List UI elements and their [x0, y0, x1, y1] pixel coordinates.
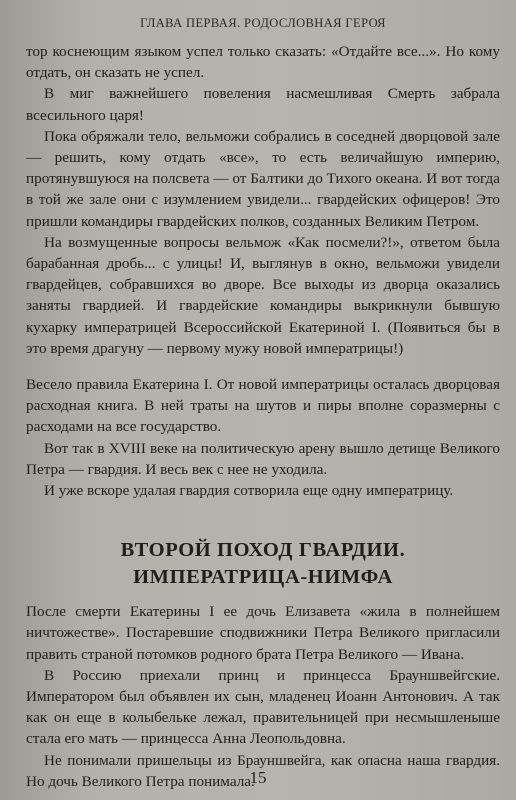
section-heading-line: ВТОРОЙ ПОХОД ГВАРДИИ. — [120, 539, 406, 562]
paragraph: Пока обряжали тело, вельможи собрались в соседней дворцовой зале — решить, кому отдать «все», то есть величайшую империю, протянувшуюся на полсвета — от Балтики до Тихого океана. И вот тогда в той же зале они с изумлением увидели... гвардейских офицеров! Это пришли командиры гвардейских полков, созданных Великим Петром. — [26, 127, 500, 230]
paragraph: Не понимали пришельцы из Брауншвейга, как опасна наша гвардия. Но дочь Великого Петра понимала. — [26, 751, 500, 790]
paragraph: В Россию приехали принц и принцесса Брауншвейгские. Императором был объявлен их сын, младенец Иоанн Антонович. А так как он еще в колыбельке лежал, правительницей при несмышленыше стала его мать — принцесса Анна Леопольдовна. — [26, 666, 500, 748]
section-heading — [26, 537, 500, 591]
paragraph: На возмущенные вопросы вельмож «Как посмели?!», ответом была барабанная дробь... с улицы! И, выглянув в окно, вельможи увидели гвардейцев, собравшихся во дворе. Все выходы из дворца оказались заняты гвардией. И гвардейские командиры выкрикнули бывшую кухарку императрицей Всероссийской Екатериной I. (Появиться бы в это время драгуну — первому мужу новой императрицы!) — [26, 233, 500, 357]
paragraph: В миг важнейшего повеления насмешливая Смерть забрала всесильного царя! — [26, 85, 500, 124]
running-head: ГЛАВА ПЕРВАЯ. РОДОСЛОВНАЯ ГЕРОЯ — [140, 16, 386, 30]
paragraph: И уже вскоре удалая гвардия сотворила еще одну императрицу. — [44, 482, 454, 500]
paragraph: После смерти Екатерины I ее дочь Елизавета «жила в полнейшем ничтожестве». Постаревшие сподвижники Петра Великого пригласили править страной потомков родного брата Петра Великого — Ивана. — [26, 603, 500, 663]
section-heading-line: ИМПЕРАТРИЦА-НИМФА — [133, 566, 393, 589]
paragraph: Весело правила Екатерина I. От новой императрицы осталась дворцовая расходная книга. В ней траты на шутов и пиры вполне соразмерны с расходами на все государство. — [26, 376, 500, 436]
paragraph: Вот так в XVIII веке на политическую арену вышло детище Великого Петра — гвардия. И весь век с нее не уходила. — [26, 439, 500, 478]
page-number: 15 — [249, 768, 267, 787]
paragraph-continuation: тор коснеющим языком успел только сказать: «Отдайте все...». Но кому отдать, он сказать не успел. — [26, 43, 500, 82]
